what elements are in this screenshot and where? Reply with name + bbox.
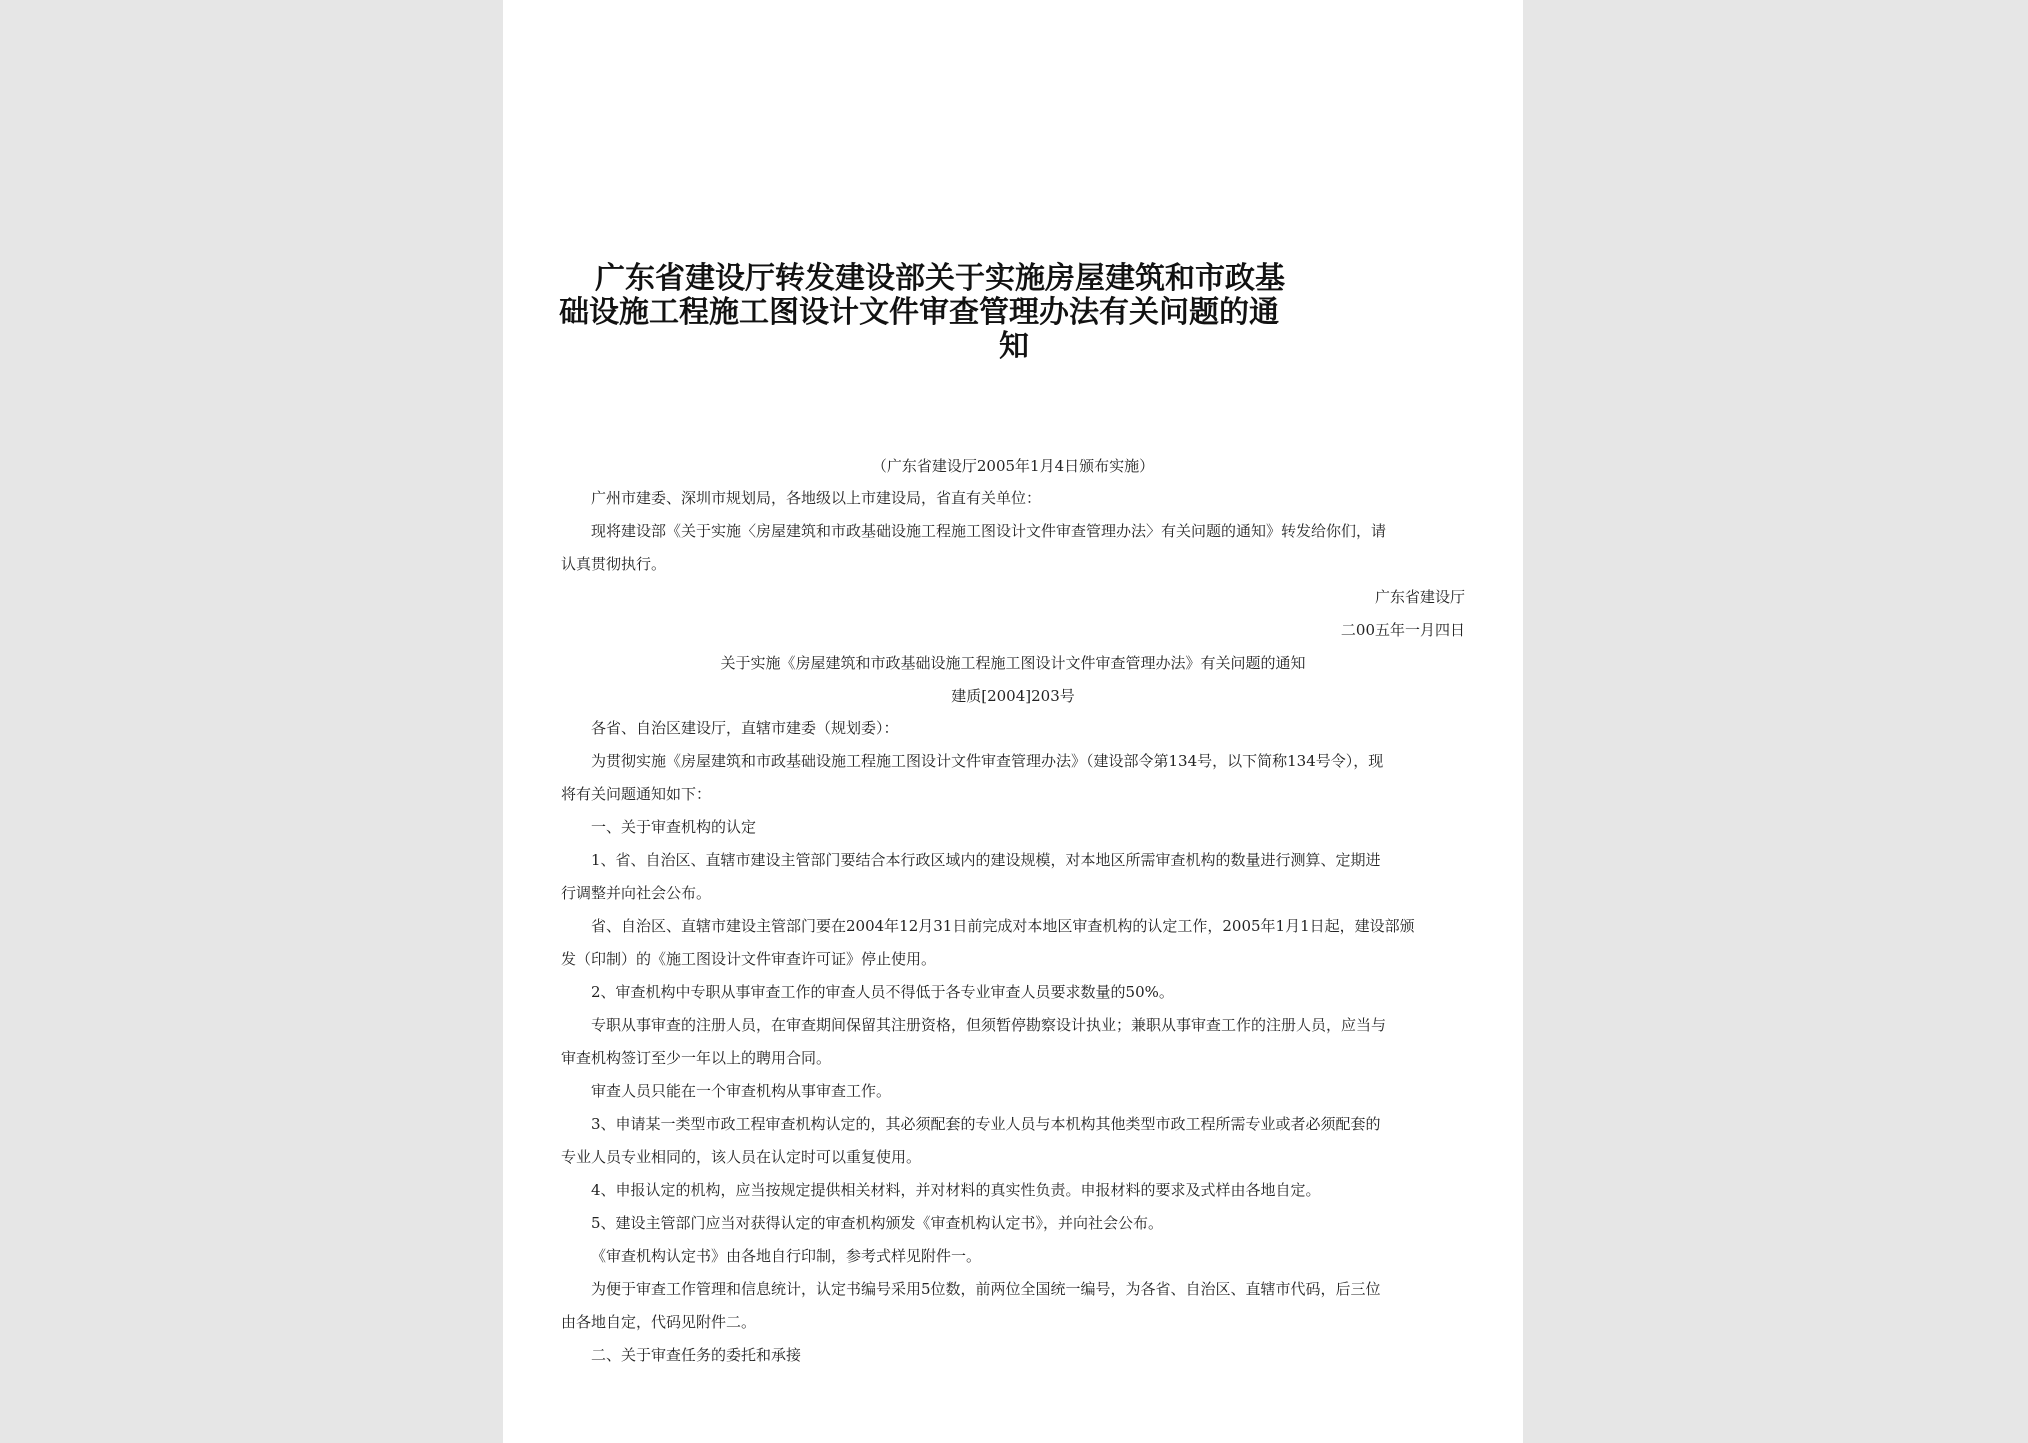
body-line: 行调整并向社会公布。 [561,884,712,902]
body-line: 为贯彻实施《房屋建筑和市政基础设施工程施工图设计文件审查管理办法》（建设部令第134号，以下简称134号令），现 [591,752,1384,770]
body-line: 5、建设主管部门应当对获得认定的审查机构颁发《审查机构认定书》，并向社会公布。 [591,1214,1164,1232]
issuer-note: （广东省建设厅2005年1月4日颁布实施） [871,457,1155,475]
document-page [503,0,1523,1443]
body-line: 发（印制）的《施工图设计文件审查许可证》停止使用。 [561,950,937,968]
addressee: 广州市建委、深圳市规划局，各地级以上市建设局，省直有关单位： [591,489,1042,507]
signature-date: 二00五年一月四日 [1340,621,1465,639]
title-line-1: 广东省建设厅转发建设部关于实施房屋建筑和市政基 [595,261,1285,296]
section-heading: 一、关于审查机构的认定 [591,818,757,836]
intro-paragraph-line-2: 认真贯彻执行。 [561,555,667,573]
body-line: 2、审查机构中专职从事审查工作的审查人员不得低于各专业审查人员要求数量的50%。 [591,983,1174,1001]
body-line: 3、申请某一类型市政工程审查机构认定的，其必须配套的专业人员与本机构其他类型市政工程所需专业或者必须配套的 [591,1115,1381,1133]
title-line-2: 础设施工程施工图设计文件审查管理办法有关问题的通 [559,295,1279,330]
body-line: 将有关问题通知如下： [561,785,712,803]
signature-org: 广东省建设厅 [1374,588,1465,606]
body-line: 审查人员只能在一个审查机构从事审查工作。 [591,1082,892,1100]
intro-paragraph-line-1: 现将建设部《关于实施〈房屋建筑和市政基础设施工程施工图设计文件审查管理办法〉有关问题的通知》转发给你们，请 [591,522,1387,540]
body-line: 专业人员专业相同的，该人员在认定时可以重复使用。 [561,1148,922,1166]
body-line: 4、申报认定的机构，应当按规定提供相关材料，并对材料的真实性负责。申报材料的要求及式样由各地自定。 [591,1181,1321,1199]
body-line: 为便于审查工作管理和信息统计，认定书编号采用5位数，前两位全国统一编号，为各省、自治区、直辖市代码，后三位 [591,1280,1381,1298]
sub-addressee: 各省、自治区建设厅，直辖市建委（规划委）： [591,719,899,737]
body-line: 审查机构签订至少一年以上的聘用合同。 [561,1049,832,1067]
section-heading: 二、关于审查任务的委托和承接 [591,1346,802,1364]
sub-notice-title: 关于实施《房屋建筑和市政基础设施工程施工图设计文件审查管理办法》有关问题的通知 [720,654,1306,672]
body-line: 《审查机构认定书》由各地自行印制，参考式样见附件一。 [591,1247,982,1265]
body-line: 专职从事审查的注册人员，在审查期间保留其注册资格，但须暂停勘察设计执业；兼职从事审查工作的注册人员，应当与 [591,1016,1387,1034]
body-line: 由各地自定，代码见附件二。 [561,1313,757,1331]
document-title [559,262,1469,364]
body-line: 1、省、自治区、直辖市建设主管部门要结合本行政区域内的建设规模，对本地区所需审查机构的数量进行测算、定期进 [591,851,1381,869]
body-line: 省、自治区、直辖市建设主管部门要在2004年12月31日前完成对本地区审查机构的认定工作，2005年1月1日起，建设部颁 [591,917,1415,935]
title-line-3: 知 [999,329,1029,364]
document-number: 建质[2004]203号 [951,687,1075,705]
